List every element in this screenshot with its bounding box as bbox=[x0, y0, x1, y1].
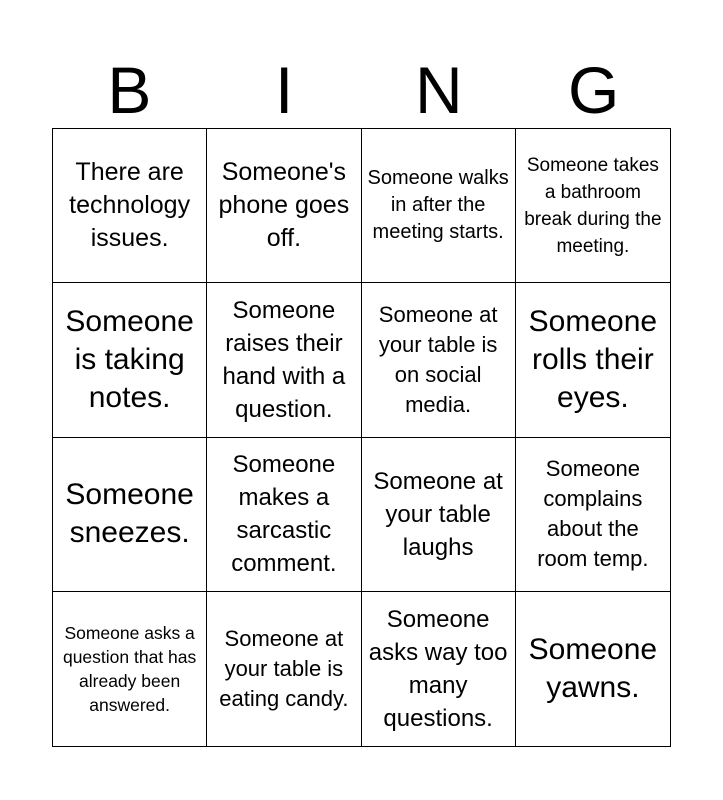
bingo-cell-r1c2[interactable] bbox=[207, 129, 361, 283]
bingo-cell-text: Someone is taking notes. bbox=[65, 304, 194, 414]
bingo-cell-text: Someone rolls their eyes. bbox=[528, 304, 658, 414]
bingo-cell-text: Someone at your table is on social media. bbox=[378, 301, 498, 417]
bingo-cell-text: Someone raises their hand with a question. bbox=[222, 296, 346, 423]
bingo-cell-text: There are technology issues. bbox=[69, 158, 191, 253]
bingo-cell-r4c3[interactable] bbox=[362, 592, 516, 746]
bingo-cell-text: Someone at your table is eating candy. bbox=[219, 625, 349, 711]
bingo-cell-r1c3[interactable] bbox=[362, 129, 516, 283]
header-letter-n: N bbox=[415, 53, 463, 127]
header-letter-i: I bbox=[274, 53, 294, 127]
bingo-card bbox=[52, 128, 671, 747]
bingo-cell-r4c2[interactable] bbox=[207, 592, 361, 746]
bingo-cell-text: Someone walks in after the meeting starts. bbox=[367, 167, 509, 244]
bingo-cell-text: Someone asks way too many questions. bbox=[368, 605, 508, 732]
bingo-cell-text: Someone at your table laughs bbox=[373, 467, 503, 561]
bingo-cell-r2c3[interactable] bbox=[362, 283, 516, 437]
bingo-cell-r3c2[interactable] bbox=[207, 438, 361, 592]
bingo-cell-text: Someone yawns. bbox=[528, 632, 658, 704]
bingo-cell-r4c4[interactable] bbox=[516, 592, 670, 746]
bingo-cell-text: Someone complains about the room temp. bbox=[537, 456, 649, 572]
bingo-cell-text: Someone asks a question that has already been answered. bbox=[62, 622, 197, 715]
bingo-cell-r2c4[interactable] bbox=[516, 283, 670, 437]
bingo-cell-r3c1[interactable] bbox=[53, 438, 207, 592]
bingo-cell-r3c4[interactable] bbox=[516, 438, 670, 592]
bingo-header bbox=[52, 52, 671, 128]
bingo-cell-text: Someone takes a bathroom break during the meeting. bbox=[524, 154, 662, 257]
bingo-cell-r1c4[interactable] bbox=[516, 129, 670, 283]
bingo-cell-r4c1[interactable] bbox=[53, 592, 207, 746]
bingo-cell-text: Someone makes a sarcastic comment. bbox=[231, 451, 337, 578]
bingo-cell-r2c2[interactable] bbox=[207, 283, 361, 437]
bingo-cell-r2c1[interactable] bbox=[53, 283, 207, 437]
bingo-cell-text: Someone's phone goes off. bbox=[218, 158, 350, 253]
header-letter-g: G bbox=[567, 53, 620, 127]
header-letter-b: B bbox=[107, 53, 152, 127]
bingo-cell-text: Someone sneezes. bbox=[65, 478, 194, 550]
bingo-cell-r3c3[interactable] bbox=[362, 438, 516, 592]
bingo-cell-r1c1[interactable] bbox=[53, 129, 207, 283]
